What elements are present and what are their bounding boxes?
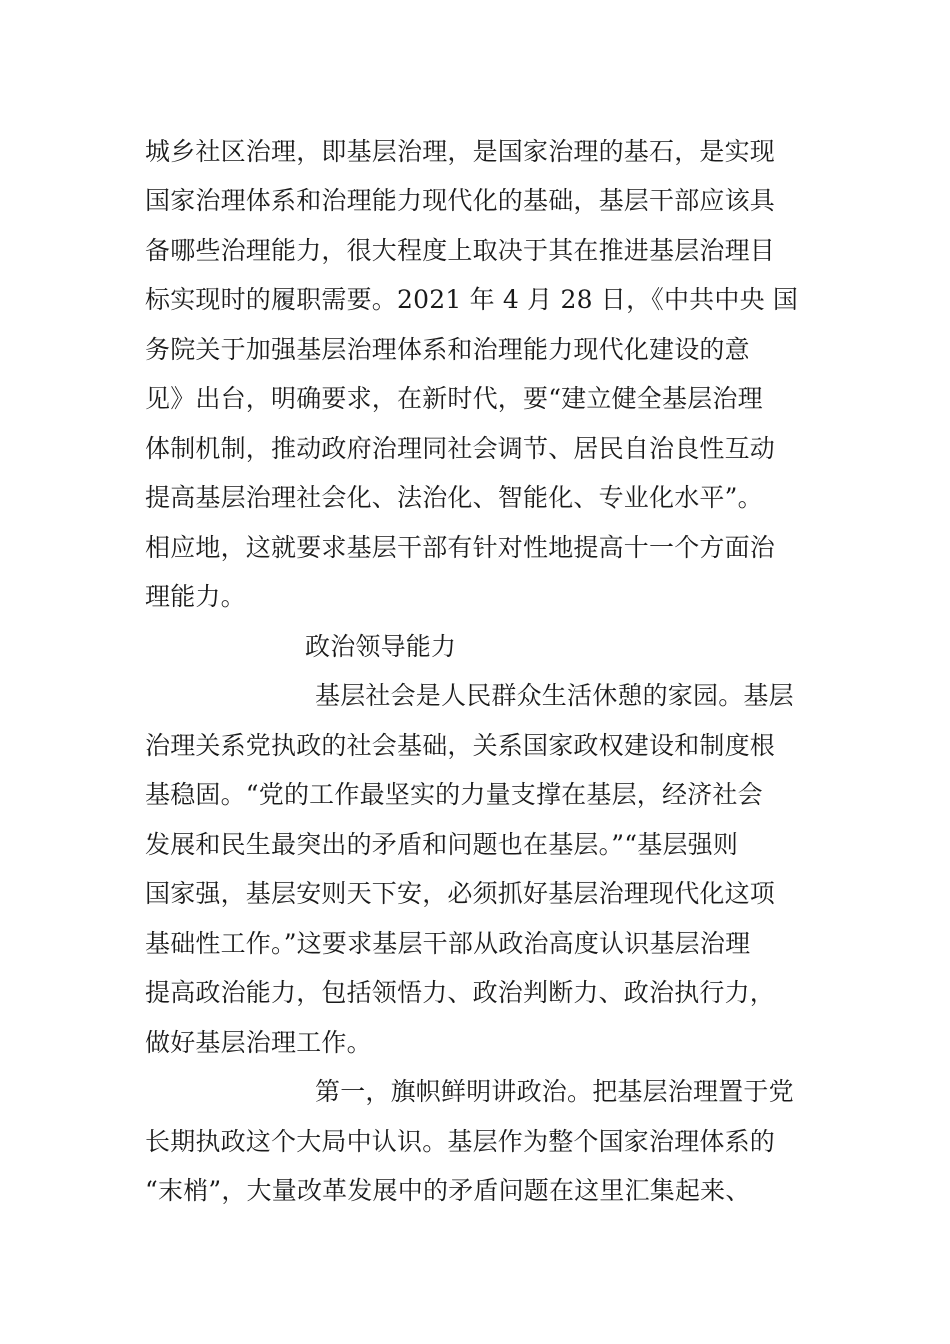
section-heading: 政治领导能力 [305,632,457,661]
text-line: 基稳固。“党的工作最坚实的力量支撑在基层，经济社会 [145,780,763,809]
text-line: 体制机制，推动政府治理同社会调节、居民自治良性互动 [145,434,776,463]
text-line: 务院关于加强基层治理体系和治理能力现代化建设的意 [145,335,750,364]
text-line: “末梢”，大量改革发展中的矛盾问题在这里汇集起来、 [145,1176,751,1205]
text-line: 城乡社区治理，即基层治理，是国家治理的基石，是实现 [145,137,776,166]
text-line: 提高政治能力，包括领悟力、政治判断力、政治执行力， [145,978,776,1007]
text-line: 发展和民生最突出的矛盾和问题也在基层。”“基层强则 [145,830,739,859]
text-line: 提高基层治理社会化、法治化、智能化、专业化水平”。 [145,483,763,512]
text-line: 理能力。 [145,582,246,611]
text-line: 国家强，基层安则天下安，必须抓好基层治理现代化这项 [145,879,776,908]
text-line: 见》出台，明确要求，在新时代，要“建立健全基层治理 [145,384,763,413]
text-line: 备哪些治理能力，很大程度上取决于其在推进基层治理目 [145,236,776,265]
text-line: 长期执政这个大局中认识。基层作为整个国家治理体系的 [145,1127,776,1156]
text-line: 国家治理体系和治理能力现代化的基础，基层干部应该具 [145,186,776,215]
text-line: 基层社会是人民群众生活休憩的家园。基层 [315,681,794,710]
text-line: 治理关系党执政的社会基础，关系国家政权建设和制度根 [145,731,776,760]
text-line: 标实现时的履职需要。2021 年 4 月 28 日，《中共中央 国 [145,285,799,314]
text-line: 基础性工作。”这要求基层干部从政治高度认识基层治理 [145,929,751,958]
text-line: 做好基层治理工作。 [145,1028,372,1057]
text-line: 第一，旗帜鲜明讲政治。把基层治理置于党 [315,1077,794,1106]
text-line: 相应地，这就要求基层干部有针对性地提高十一个方面治 [145,533,776,562]
